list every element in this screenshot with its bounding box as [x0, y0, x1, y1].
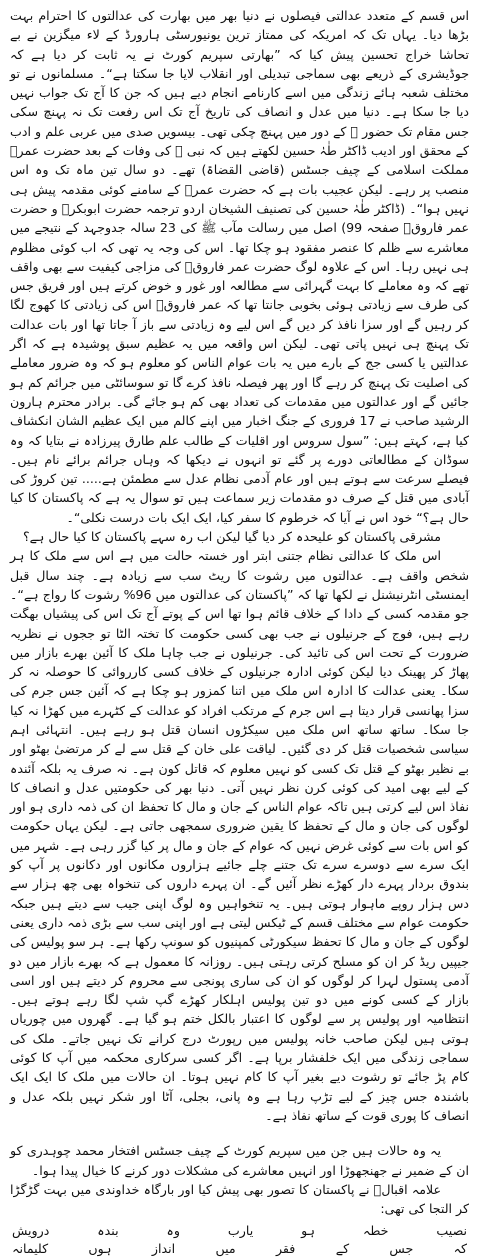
poem-word: میں [215, 1241, 236, 1257]
poem-word: ہوں [88, 1241, 112, 1257]
poem-word: جس [389, 1241, 414, 1257]
poem-word: یارب [227, 1223, 254, 1239]
poem-word: نصیب [436, 1223, 467, 1239]
poem-word: فقر [275, 1241, 296, 1257]
poem-line-1 [10, 1222, 469, 1240]
article-paragraph-2: مشرقی پاکستان کو علیحدہ کر دیا گیا لیکن اب رہ سہے پاکستان کا کیا حال ہے؟ [22, 529, 441, 545]
poem-word: انداز [151, 1241, 176, 1257]
article-body [10, 6, 469, 1218]
article-paragraph-3: اس ملک کا عدالتی نظام جتنی ابتر اور خستہ حالت میں ہے اس سے ملک کا ہر شخص واقف ہے۔ عدالتوں میں رشوت کا ریٹ سب سے زیادہ ہے۔ چند سال قبل ایمنسٹی انٹرنیشنل نے لکھا تھا کہ ”پاکستان کی عدالتوں میں 96% رشوت کا رواج ہے“۔ جو مقدمہ کسی کے دادا کے خلاف قائم ہوا تھا اس کے پوتے آج تک اس کی پیشیاں بھگت رہے ہیں، فوج کے جرنیلوں نے جب بھی کسی حکومت کا تختہ الٹا تو ججوں نے نظریہ ضرورت کے تحت اس کی تائید کی۔ جرنیلوں نے جب چاہا ملک کا آئین بھرے بازار میں پھاڑ کر پھینک دیا لیکن کوئی ادارہ جرنیلوں کے خلاف کسی کارروائی کا حوصلہ نہ کر سکا۔ یعنی عدالت کا ادارہ اس ملک میں اتنا کمزور ہو چکا ہے کہ آئین جس جرم کی سزا پھانسی قرار دیتا ہے اس جرم کے مرتکب افراد کو عدالت کے کٹہرے میں کھڑا نہ کیا جا سکا۔ ساتھ ساتھ اس ملک میں سیکڑوں انسان قتل ہو رہے ہیں۔ انتہائی اہم سیاسی شخصیات قتل کر دی گئیں۔ لیاقت علی خان کے قتل سے لے کر مرتضیٰ بھٹو اور بے نظیر بھٹو کے قتل تک کسی کو نہیں معلوم کہ قاتل کون ہے۔ نہ صرف یہ بلکہ آئندہ کے لیے بھی امید کی کوئی کرن نظر نہیں آتی۔ دنیا بھر کی حکومتیں عدل و انصاف کا نفاذ اس لیے کرتی ہیں تاکہ عوام الناس کے جان و مال کا تحفظ ان کی ذمہ داری ہو اور لوگوں کی جان و مال کے تحفظ کا یقین ضروری سمجھی جاتی ہے۔ لیکن یہاں حکومت کو اس بات سے کوئی غرض نہیں کہ عوام کے جان و مال پر کیا گزر رہی ہے۔ شہر میں ایک سرے سے دوسرے سرے تک جتنے چلے جائیے ہزاروں مکانوں اور دکانوں پر آپ کو بندوق بردار پہرے دار کھڑے نظر آئیں گے۔ ان پہرے داروں کی تنخواہ بھی چھ ہزار سے دس ہزار روپے ماہوار ہوتی ہیں۔ یہ تنخواہیں وہ لوگ اپنی جیب سے دیتے ہیں جبکہ حکومت عوام سے مختلف قسم کے ٹیکس لیتی ہے اور اپنی سب سے بڑی ذمہ داری یعنی لوگوں کے جان و مال کا تحفظ سیکورٹی کمپنیوں کو سونپ رکھا ہے۔ ہر سو پولیس کی جیپیں ریڈ کر ان کو مسلح کرتی رہتی ہیں۔ روزانہ کا معمول ہے کہ بھرے بازار میں دو آدمی پستول لہرا کر لوگوں کو ان کی ساری پونجی سے محروم کر دیتے ہیں اور اسی بازار کے کسی کونے میں دو تین پولیس اہلکار کھڑے گپ شپ لگا رہے ہوتے ہیں۔ انتظامیہ اور پولیس پر سے لوگوں کا اعتبار بالکل ختم ہو گیا ہے۔ گھروں میں چوریاں ہوتی ہیں لیکن صاحب خانہ پولیس میں رپورٹ درج کرانے تک نہیں جاتے۔ ملک کی سماجی زندگی میں ایک خلفشار برپا ہے۔ اگر کسی سرکاری محکمہ میں آپ کا کوئی کام پڑ جائے تو رشوت دیے بغیر آپ کا کام نہیں ہوتا۔ ان حالات میں ملک کا ایک ایک باشندہ جس چیز کے لیے تڑپ رہا ہے وہ پانی، بجلی، آٹا اور شکر نہیں بلکہ عدل و انصاف کا پوری قوت کے ساتھ نفاذ ہے۔ [10, 548, 470, 1123]
poem-word: کہ [453, 1241, 467, 1257]
poem-word: وہ [166, 1223, 180, 1239]
poem-word: کلیمانہ [12, 1241, 49, 1257]
article-paragraph-5: علامہ اقبالؒ نے پاکستان کا تصور بھی پیش کیا اور بارگاہ خداوندی میں بہت گڑگڑا کر التجا کی تھی: [10, 1181, 469, 1217]
poem-couplet [10, 1222, 469, 1258]
poem-word: بندہ [97, 1223, 119, 1239]
poem-word: کے [335, 1241, 350, 1257]
poem-word: خطہ [362, 1223, 389, 1239]
article-paragraph-4: یہ وہ حالات ہیں جن میں سپریم کورٹ کے چیف جسٹس افتخار محمد چوہدری کو ان کے ضمیر نے جھنجھوڑا اور انہیں معاشرے کی مشکلات دور کرنے کا خیال پیدا ہوا۔ [10, 1143, 469, 1178]
poem-word: درویش [12, 1223, 50, 1239]
article-paragraph-1: اس قسم کے متعدد عدالتی فیصلوں نے دنیا بھر میں بھارت کی عدالتوں کا احترام بہت بڑھا دیا۔ یہاں تک کہ امریکہ کی ممتاز ترین یونیورسٹی ہارورڈ کے لاء میگزین نے بے تحاشا خراج تحسین پیش کیا کہ ”بھارتی سپریم کورٹ نے یہ ثابت کر دیا ہے کہ جوڈیشری کے ذریعے بھی سماجی تبدیلی اور انقلاب لایا جا سکتا ہے“۔ مسلمانوں نے تو مختلف شعبہ ہائے زندگی میں اسے کارنامے انجام دیے ہیں کہ جن کا آج تک جواب نہیں دیا جا سکا ہے۔ دنیا میں عدل و انصاف کی تاریخ آج تک اس رفعت تک نہ پہنچ سکی جس مقام تک حضور ﷺ کے دور میں پہنچ چکی تھی۔ بیسویں صدی میں عربی علم و ادب کے محقق اور ادیب ڈاکٹر طٰہٰ حسین لکھتے ہیں کہ نبی ﷺ کی وفات کے بعد حضرت عمرؓ مملکت اسلامی کے چیف جسٹس (قاضی القضاۃ) تھے۔ دو سال تین ماہ تک وہ اس منصب پر رہے۔ لیکن عجیب بات ہے کہ حضرت عمرؓ کے سامنے کوئی مقدمہ پیش ہی نہیں ہوا“۔ (ڈاکٹر طٰہٰ حسین کی تصنیف الشیخان اردو ترجمہ حضرت ابوبکرؓ و حضرت عمر فاروقؓ صفحہ 99) اصل میں رسالت مآب ﷺ کی 23 سالہ جدوجہد کے نتیجے میں معاشرے سے ظلم کا عنصر مفقود ہو چکا تھا۔ اس کی وجہ یہ تھی کہ اب کوئی مظلوم ہی نہیں رہا۔ اس کے علاوہ لوگ حضرت عمر فاروقؓ کی مزاجی کیفیت سے بھی واقف تھے کہ وہ معاملے کا بہت گہرائی سے مطالعہ اور غور و خوض کرتے ہیں اور فریق جس کی طرف سے زیادتی ہوئی بخوبی جانتا تھا کہ عمر فاروقؓ اس کی زیادتی کا کھوج لگا کر رہیں گے اور سزا نافذ کر دیں گے اس لیے وہ زیادتی سے باز آ جاتا تھا اور بات عدالت تک پہنچ ہی نہیں پاتی تھی۔ لیکن اس واقعہ میں یہ عظیم سبق پوشیدہ ہے کہ اگر عدالتیں یا کسی جج کے بارے میں یہ بات عوام الناس کو معلوم ہو کہ وہ ضرور معاملے کی اصلیت تک پہنچ کر رہے گا اور پھر فیصلہ نافذ کرے گا تو سوسائٹی میں جرائم کم ہو جائیں گے اور عدالتوں میں مقدمات کی تعداد بھی کم ہو جائے گی۔ برادر محترم ہارون الرشید صاحب نے 17 فروری کے جنگ اخبار میں اپنے کالم میں ایک عظیم الشان انکشاف کیا ہے، کہتے ہیں: ”سول سروس اور اقلیات کے طالب علم طارق پیرزادہ نے بتایا کہ وہ سوڈان کے مطالعاتی دورے پر گئے تو انہوں نے دیکھا کہ وہاں جرائم برائے نام ہیں۔ فیصلے سرعت سے ہوتے ہیں اور عام آدمی نظام عدل سے مطمئن ہے..... تین کروڑ کی آبادی میں قتل کے صرف دو مقدمات زیر سماعت ہیں تو سوال یہ ہے کہ پاکستان کا کیا حال ہے؟“ خود اس نے آیا کہ خرطوم کا سفر کیا، ایک ایک بات درست نکلی“۔ [10, 8, 470, 525]
poem-word: ہو [301, 1223, 316, 1239]
poem-line-2 [10, 1240, 469, 1258]
